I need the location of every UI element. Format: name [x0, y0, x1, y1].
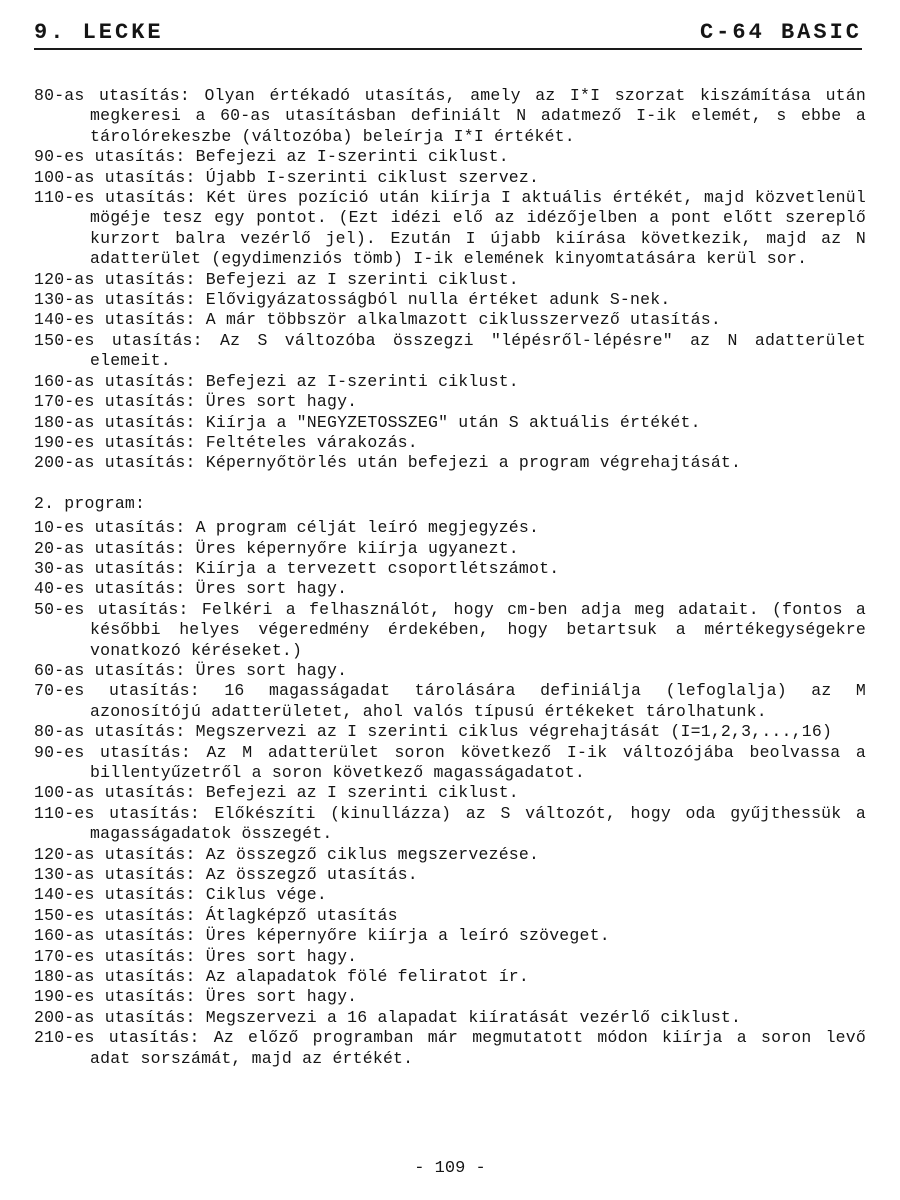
- statement-text: Üres sort hagy.: [205, 392, 358, 412]
- statement-label: 20-as utasítás:: [34, 538, 186, 558]
- statement-entry: [34, 804, 866, 845]
- statement-text: A már többször alkalmazott ciklusszervező utasítás.: [205, 310, 721, 330]
- statement-label: 170-es utasítás:: [34, 392, 196, 412]
- statement-text: Megszervezi a 16 alapadat kiíratását vezérlő ciklust.: [205, 1007, 742, 1027]
- statement-label: 40-es utasítás:: [34, 579, 186, 599]
- statement-text: Üres sort hagy.: [195, 660, 348, 680]
- statement-label: 120-as utasítás:: [34, 269, 196, 289]
- statement-text: Képernyőtörlés után befejezi a program végrehajtását.: [205, 453, 742, 473]
- page-number: - 109 -: [414, 1159, 486, 1178]
- statement-label: 200-as utasítás:: [34, 453, 196, 473]
- statement-text: Kiírja a "NEGYZETOSSZEG" után S aktuális értékét.: [205, 412, 701, 432]
- statement-entry: [34, 188, 866, 270]
- statement-label: 180-as utasítás:: [34, 412, 196, 432]
- statement-label: 30-as utasítás:: [34, 558, 186, 578]
- statement-entry: [34, 147, 866, 167]
- statement-entry: [34, 392, 866, 412]
- statement-label: 190-es utasítás:: [34, 987, 196, 1007]
- statement-label: 90-es utasítás:: [34, 742, 191, 762]
- statement-text: Üres sort hagy.: [205, 987, 358, 1007]
- statement-text: Az S változóba összegzi "lépésről-lépésre" az N adatterület elemeit.: [90, 330, 866, 371]
- statement-text: A program célját leíró megjegyzés.: [195, 518, 540, 538]
- statement-text: Befejezi az I-szerinti ciklust.: [195, 147, 509, 167]
- statement-entry: [34, 947, 866, 967]
- statement-text: Az alapadatok fölé feliratot ír.: [205, 967, 530, 987]
- statement-label: 80-as utasítás:: [34, 86, 190, 105]
- statement-entry: [34, 865, 866, 885]
- statement-list-1: [34, 86, 866, 474]
- statement-label: 50-es utasítás:: [34, 599, 189, 619]
- statement-text: Újabb I-szerinti ciklust szervez.: [205, 167, 540, 187]
- statement-entry: [34, 86, 866, 147]
- statement-label: 130-as utasítás:: [34, 290, 196, 310]
- statement-label: 110-es utasítás:: [34, 188, 196, 208]
- statement-text: 16 magasságadat tárolására definiálja (lefoglalja) az M azonosítójú adatterületet, ahol valós típusú értékeket tárolhatunk.: [90, 681, 866, 721]
- page-body: [34, 86, 866, 1069]
- statement-entry: [34, 681, 866, 722]
- statement-text: Feltételes várakozás.: [205, 432, 418, 452]
- statement-entry: [34, 1008, 866, 1028]
- statement-text: Az összegző ciklus megszervezése.: [205, 844, 540, 864]
- statement-text: Üres sort hagy.: [195, 579, 348, 599]
- statement-text: Üres képernyőre kiírja a leíró szöveget.: [205, 926, 610, 946]
- statement-label: 160-as utasítás:: [34, 926, 196, 946]
- statement-entry: [34, 600, 866, 661]
- statement-label: 60-as utasítás:: [34, 660, 186, 680]
- statement-text: Befejezi az I-szerinti ciklust.: [205, 371, 519, 391]
- statement-label: 80-as utasítás:: [34, 722, 186, 742]
- statement-entry: [34, 270, 866, 290]
- statement-text: Üres képernyőre kiírja ugyanezt.: [195, 538, 519, 558]
- statement-label: 200-as utasítás:: [34, 1007, 196, 1027]
- statement-text: Két üres pozíció után kiírja I aktuális értékét, majd közvetlenül mögéje tesz egy pontot. (Ezt idézi elő az idézőjelben a pont előtt szereplő kurzort balra vezérlő jel). Ezután I újabb kiírása következik, majd az N adatterület (egydimenziós tömb) I-ik elemének kinyomtatására kerül sor.: [90, 188, 866, 269]
- statement-label: 100-as utasítás:: [34, 783, 196, 803]
- statement-label: 140-es utasítás:: [34, 310, 196, 330]
- statement-entry: [34, 967, 866, 987]
- section-title: 2. program:: [34, 493, 146, 513]
- statement-entry: [34, 926, 866, 946]
- statement-label: 100-as utasítás:: [34, 167, 196, 187]
- statement-entry: [34, 453, 866, 473]
- statement-label: 170-es utasítás:: [34, 946, 196, 966]
- statement-text: Olyan értékadó utasítás, amely az I*I szorzat kiszámítása után megkeresi a 60-as utasításban definiált N adatmező I-ik elemét, s ebbe a tárolórekeszbe (változóba) beleírja I*I értékét.: [90, 86, 866, 146]
- statement-entry: [34, 722, 866, 742]
- statement-text: Befejezi az I szerinti ciklust.: [205, 269, 519, 289]
- statement-label: 160-as utasítás:: [34, 371, 196, 391]
- statement-entry: [34, 290, 866, 310]
- statement-entry: [34, 661, 866, 681]
- statement-text: Üres sort hagy.: [205, 946, 358, 966]
- statement-text: Előkészíti (kinullázza) az S változót, hogy oda gyűjthessük a magasságadatok összegét.: [90, 803, 866, 844]
- statement-entry: [34, 885, 866, 905]
- statement-label: 150-es utasítás:: [34, 330, 203, 350]
- statement-text: Befejezi az I szerinti ciklust.: [205, 783, 519, 803]
- statement-entry: [34, 987, 866, 1007]
- statement-label: 180-as utasítás:: [34, 967, 196, 987]
- statement-label: 130-as utasítás:: [34, 865, 196, 885]
- statement-entry: [34, 539, 866, 559]
- statement-entry: [34, 559, 866, 579]
- chapter-title: 9. LECKE: [34, 20, 164, 45]
- statement-label: 190-es utasítás:: [34, 432, 196, 452]
- statement-entry: [34, 518, 866, 538]
- statement-text: Elővigyázatosságból nulla értéket adunk S-nek.: [205, 290, 671, 310]
- statement-text: Kiírja a tervezett csoportlétszámot.: [195, 558, 560, 578]
- statement-text: Átlagképző utasítás: [205, 905, 398, 925]
- statement-label: 210-es utasítás:: [34, 1028, 200, 1048]
- statement-entry: [34, 310, 866, 330]
- statement-label: 150-es utasítás:: [34, 905, 196, 925]
- statement-label: 70-es utasítás:: [34, 681, 200, 701]
- statement-label: 140-es utasítás:: [34, 885, 196, 905]
- statement-entry: [34, 168, 866, 188]
- statement-entry: [34, 413, 866, 433]
- statement-text: Az előző programban már megmutatott módon kiírja a soron levő adat sorszámát, majd az értékét.: [90, 1028, 866, 1068]
- statement-text: Ciklus vége.: [205, 885, 327, 905]
- statement-text: Megszervezi az I szerinti ciklus végrehajtását (I=1,2,3,...,16): [195, 722, 833, 742]
- statement-label: 110-es utasítás:: [34, 803, 201, 823]
- statement-label: 10-es utasítás:: [34, 518, 186, 538]
- statement-label: 90-es utasítás:: [34, 147, 186, 167]
- statement-label: 120-as utasítás:: [34, 844, 196, 864]
- book-title: C-64 BASIC: [699, 20, 862, 45]
- statement-entry: [34, 579, 866, 599]
- statement-list-2: [34, 518, 866, 1069]
- statement-entry: [34, 433, 866, 453]
- statement-entry: [34, 783, 866, 803]
- statement-entry: [34, 906, 866, 926]
- statement-entry: [34, 845, 866, 865]
- statement-entry: [34, 372, 866, 392]
- statement-entry: [34, 331, 866, 372]
- statement-text: Az összegző utasítás.: [205, 865, 418, 885]
- statement-text: Az M adatterület soron következő I-ik változójába beolvassa a billentyűzetről a soron következő magasságadatot.: [90, 742, 867, 782]
- statement-entry: [34, 1028, 866, 1069]
- statement-entry: [34, 743, 866, 784]
- page-header: [34, 18, 862, 50]
- statement-text: Felkéri a felhasználót, hogy cm-ben adja meg adatait. (fontos a későbbi helyes végeredmény érdekében, hogy betartsuk a mértékegységekre vonatkozó kéréseket.): [90, 599, 867, 660]
